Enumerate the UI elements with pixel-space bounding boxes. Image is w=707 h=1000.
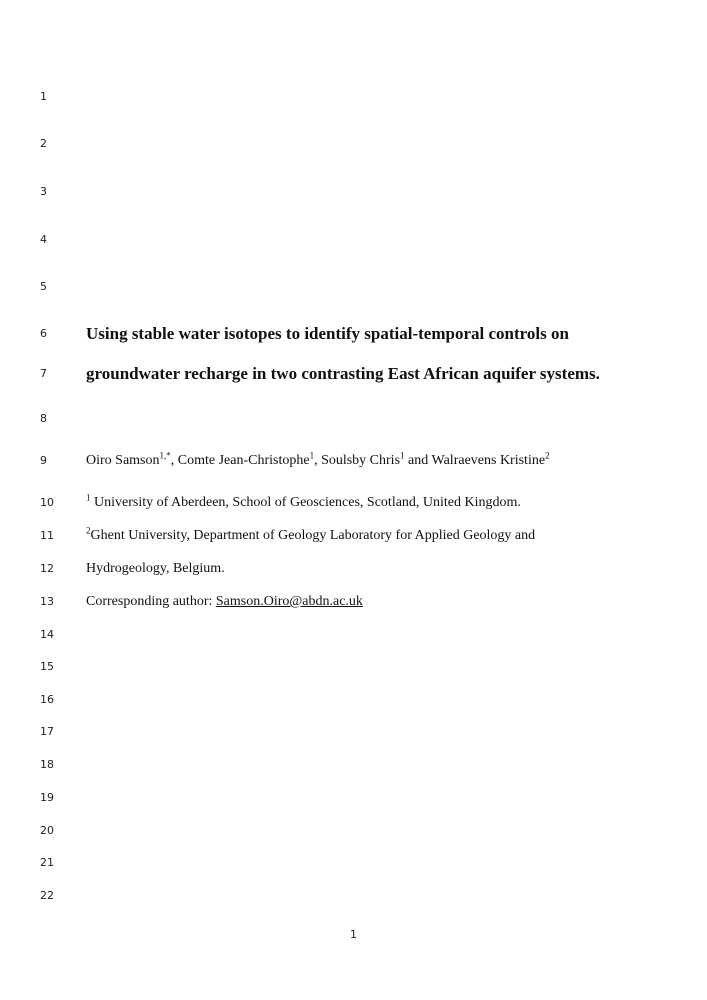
author-name: Oiro Samson [86,453,160,468]
line-number: 9 [40,454,47,467]
line-number: 6 [40,327,47,340]
author-separator: , [170,453,178,468]
line-number: 12 [40,562,54,575]
corresponding-author [86,593,363,611]
affiliation-2 [86,527,535,545]
line-number: 10 [40,496,54,509]
corresponding-author-email-link[interactable]: Samson.Oiro@abdn.ac.uk [215,594,363,609]
author-affiliation-mark: 1,* [159,450,171,461]
affiliation-text: University of Aberdeen, School of Geosciences, Scotland, United Kingdom. [90,495,521,510]
author-list [86,452,550,470]
author-affiliation-mark: 1 [309,450,315,461]
line-number: 1 [40,90,47,103]
line-number: 13 [40,595,54,608]
corresponding-author-label: Corresponding author: [86,594,216,609]
page-number: 1 [350,928,357,941]
line-number: 8 [40,412,47,425]
line-number: 16 [40,693,54,706]
line-number: 4 [40,233,47,246]
paper-title-line-2: groundwater recharge in two contrasting East African aquifer systems. [86,364,600,383]
author-affiliation-mark: 2 [545,450,550,461]
line-number: 21 [40,856,54,869]
line-number: 18 [40,758,54,771]
affiliation-2-continued: Hydrogeology, Belgium. [86,561,225,576]
line-number: 15 [40,660,54,673]
line-number: 7 [40,367,47,380]
author-separator: , [314,453,322,468]
affiliation-mark: 1 [86,492,91,503]
affiliation-text: Ghent University, Department of Geology Laboratory for Applied Geology and [90,528,536,543]
affiliation-mark: 2 [86,525,91,536]
author-separator: and [404,453,432,468]
line-number: 11 [40,529,54,542]
line-number: 17 [40,725,54,738]
author-name: Walraevens Kristine [431,453,546,468]
line-number: 2 [40,137,47,150]
line-number: 3 [40,185,47,198]
line-number: 14 [40,628,54,641]
paper-title-line-1: Using stable water isotopes to identify spatial-temporal controls on [86,324,569,343]
line-number: 20 [40,824,54,837]
affiliation-1 [86,494,521,512]
author-name: Soulsby Chris [321,453,401,468]
line-number: 5 [40,280,47,293]
author-name: Comte Jean-Christophe [177,453,310,468]
author-affiliation-mark: 1 [400,450,405,461]
line-number: 19 [40,791,54,804]
line-number: 22 [40,889,54,902]
